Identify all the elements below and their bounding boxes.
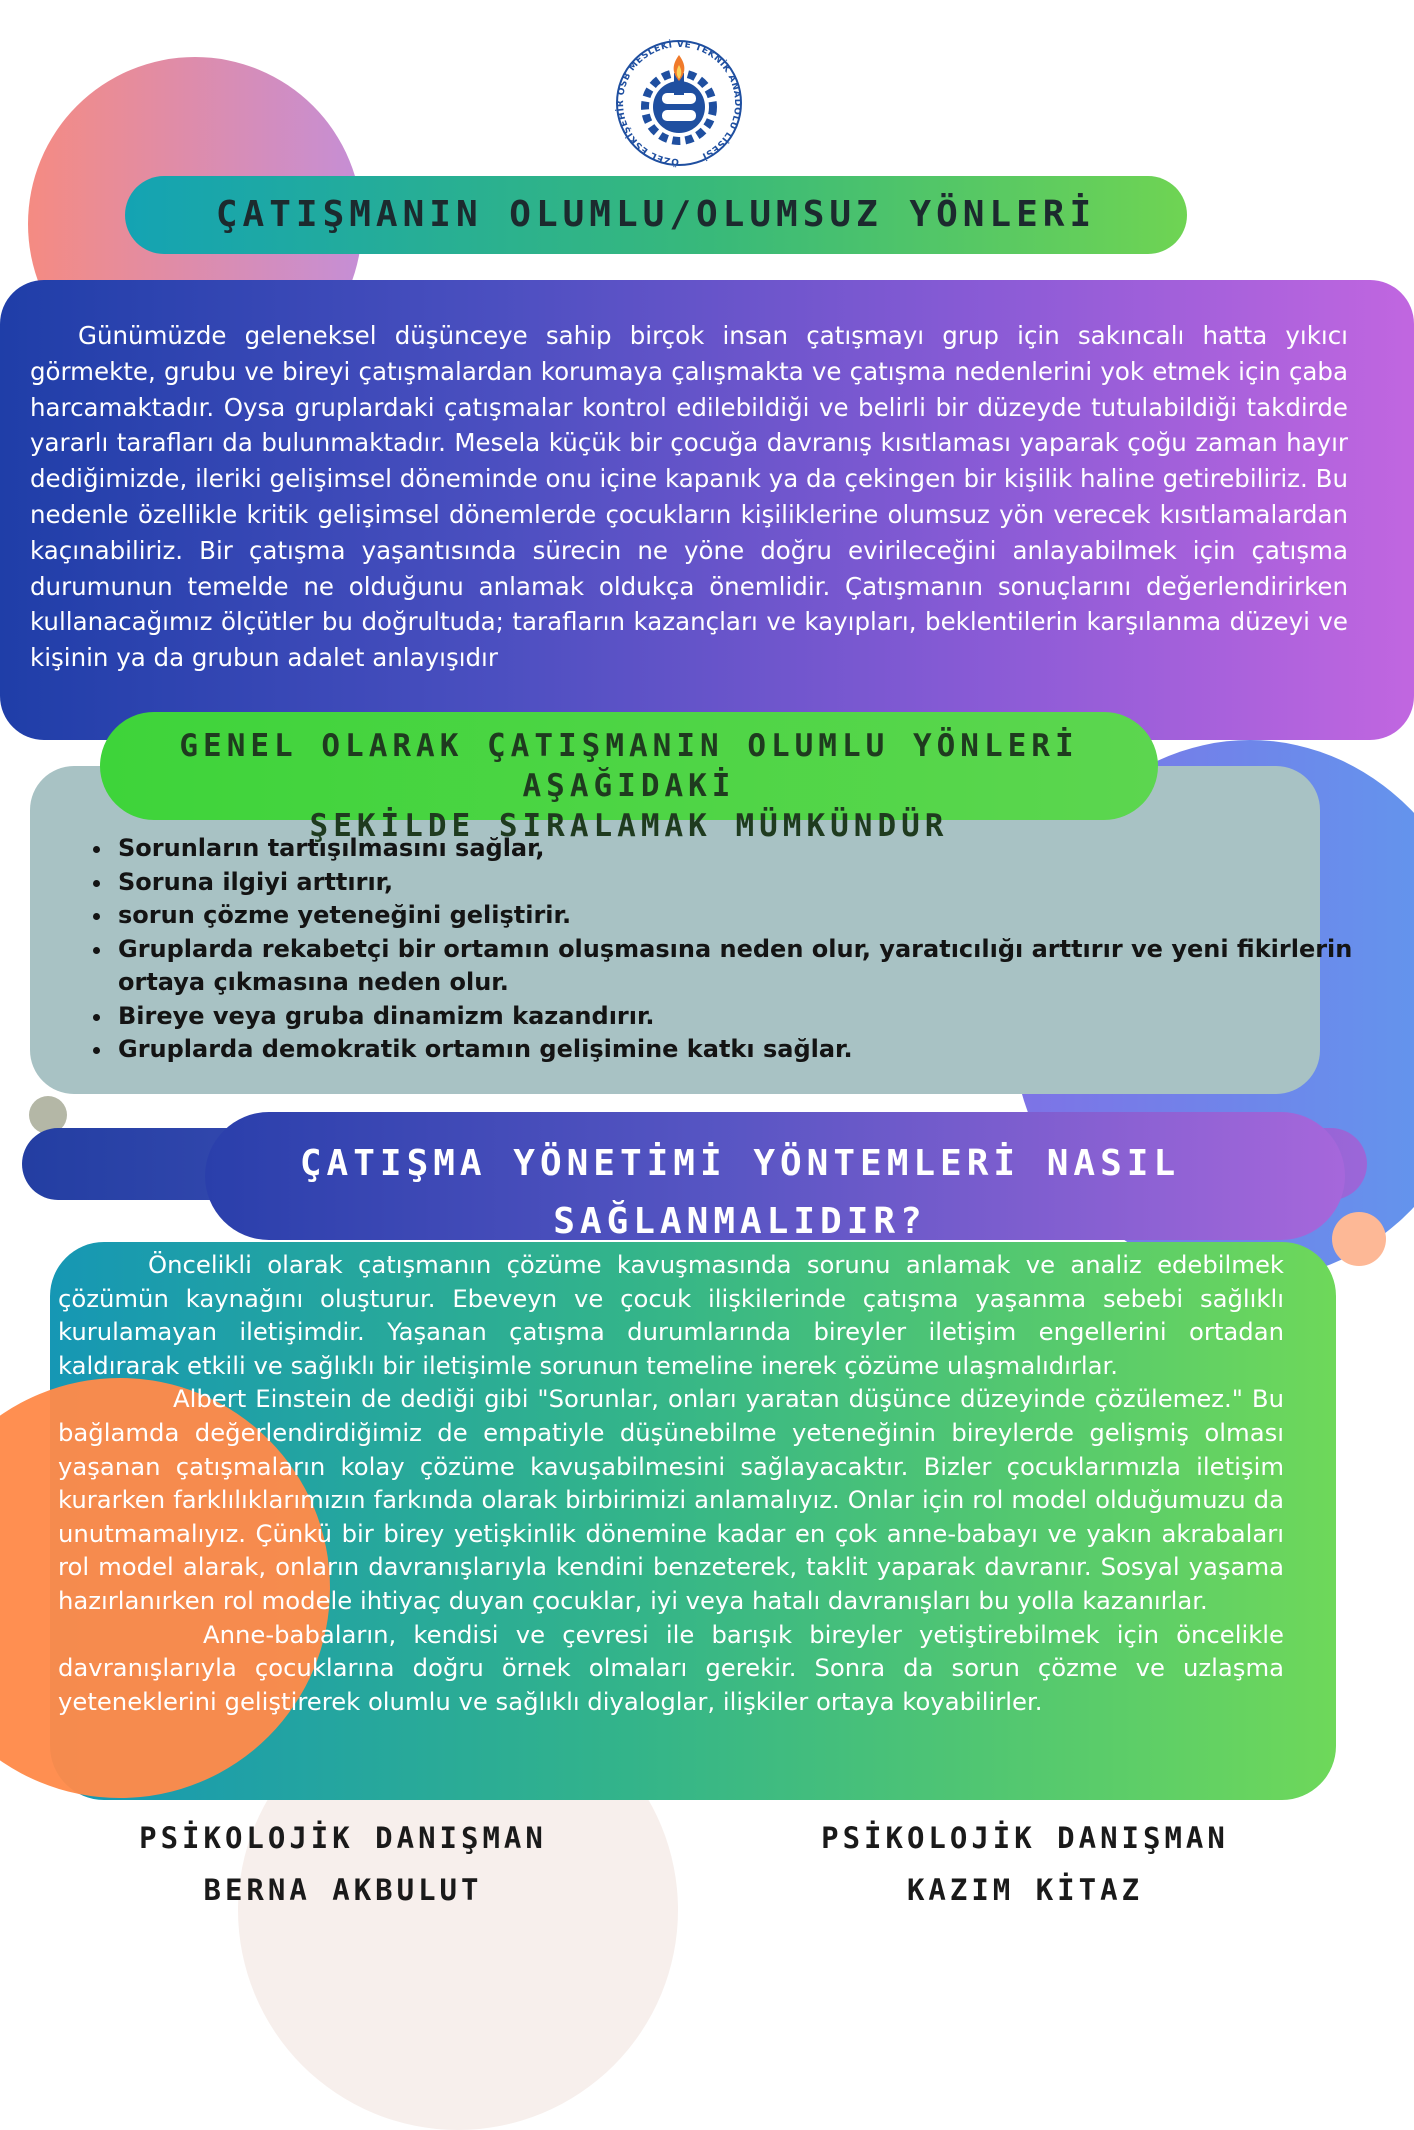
page-title: ÇATIŞMANIN OLUMLU/OLUMSUZ YÖNLERİ: [215, 194, 1097, 235]
positives-heading: [100, 726, 1158, 846]
svg-text:ÖZEL ESKİŞEHİR OSB MESLEKİ VE: ÖZEL ESKİŞEHİR OSB MESLEKİ VE TEKNİK ANADOLU LİSESİ: [616, 39, 743, 167]
methods-paragraph: Anne-babaların, kendisi ve çevresi ile barışık bireyler yetiştirebilmek için öncelikle davranışlarıyla çocuklarına doğru örnek olmaları gerekir. Sonra da sorun çözme ve uzlaşma yeteneklerini geliştirerek olumlu ve sağlıklı diyaloglar, ilişkiler ortaya koyabilirler.: [58, 1619, 1284, 1716]
list-item: • Gruplarda demokratik ortamın gelişimine katkı sağlar.: [114, 1033, 1354, 1067]
signature-left: [118, 1812, 568, 1916]
school-logo: [612, 25, 746, 175]
intro-paragraph: Günümüzde geleneksel düşünceye sahip birçok insan çatışmayı grup için sakıncalı hatta yıkıcı görmekte, grubu ve bireyi çatışmalardan korumaya çalışmakta ve çatışma nedenlerini yok etmek için çaba harcamaktadır. Oysa gruplardaki çatışmalar kontrol edilebildiği ve belirli bir düzeyde tutulabildiği takdirde yararlı tarafları da bulunmaktadır. Mesela küçük bir çocuğa davranış kısıtlaması yaparak çoğu zaman hayır dediğimizde, ileriki gelişimsel döneminde onu içine kapanık ya da çekingen bir kişilik haline getirebiliriz. Bu nedenle özellikle kritik gelişimsel dönemlerde çocukların kişiliklerine olumsuz yön verecek kısıtlamalardan kaçınabiliriz. Bir çatışma yaşantısında sürecin ne yöne doğru evirileceğini anlayabilmek için çatışma durumunun temelde ne olduğunu anlamak oldukça önemlidir. Çatışmanın sonuçlarını değerlendirirken kullanacağımız ölçütler bu doğrultuda; tarafların kazançları ve kayıpları, beklentilerin karşılanma düzeyi ve kişinin ya da grubun adalet anlayışıdır: [30, 321, 1348, 673]
methods-paragraph: Albert Einstein de dediği gibi "Sorunlar, onları yaratan düşünce düzeyinde çözülemez." Bu bağlamda değerlendirdiğimiz de empatiyle düşünebilme yeteneğinin bireylerde gelişmiş olması yaşanan çatışmaların kolay çözüme kavuşabilmesini sağlayacaktır. Bizler çocuklarımızla iletişim kurarken farklılıklarımızın farkında olarak birbirimizi anlamalıyız. Onlar için rol model olduğumuzu da unutmamalıyız. Çünkü bir birey yetişkinlik dönemine kadar en çok anne-babayı ve yakın akrabaları rol model alarak, onların davranışlarıyla kendini benzeterek, taklit yaparak davranır. Sosyal yaşama hazırlanırken rol modele ihtiyaç duyan çocuklar, iyi veya hatalı davranışları bu yolla kazanırlar.: [58, 1384, 1284, 1615]
signature-right: [800, 1812, 1250, 1916]
methods-paragraph: Öncelikli olarak çatışmanın çözüme kavuşmasında sorunu anlamak ve analiz edebilmek çözümün kaynağını oluşturur. Ebeveyn ve çocuk ilişkilerinde çatışma yaşanma sebebi sağlıklı kurulamayan iletişimdir. Yaşanan çatışma durumlarında bireyler iletişim engellerini ortadan kaldırarak etkili ve sağlıklı bir iletişimle sorunun temeline inerek çözüme ulaşmalıdırlar.: [58, 1250, 1284, 1380]
signature-role: PSİKOLOJİK DANIŞMAN: [821, 1821, 1229, 1855]
signature-role: PSİKOLOJİK DANIŞMAN: [139, 1821, 547, 1855]
list-item: • sorun çözme yeteneğini geliştirir.: [114, 899, 1354, 933]
positives-list: [66, 832, 1354, 1067]
list-item: • Bireye veya gruba dinamizm kazandırır.: [114, 1000, 1354, 1034]
methods-heading: ÇATIŞMA YÖNETİMİ YÖNTEMLERİ NASIL SAĞLANMALIDIR?: [299, 1143, 1181, 1242]
list-item: • Soruna ilgiyi arttırır,: [114, 866, 1354, 900]
positives-heading-line1: GENEL OLARAK ÇATIŞMANIN OLUMLU YÖNLERİ AŞAĞIDAKİ: [179, 728, 1079, 804]
list-item: • Sorunların tartışılmasını sağlar,: [114, 832, 1354, 866]
signature-name: KAZIM KİTAZ: [906, 1873, 1144, 1907]
methods-body: [58, 1248, 1284, 1718]
decor-peach-dot: [1332, 1212, 1386, 1266]
list-item: • Gruplarda rekabetçi bir ortamın oluşmasına neden olur, yaratıcılığı arttırır ve yeni fikirlerin ortaya çıkmasına neden olur.: [114, 933, 1354, 1000]
signature-name: BERNA AKBULUT: [203, 1873, 483, 1907]
positives-heading-line2: ŞEKİLDE SIRALAMAK MÜMKÜNDÜR: [309, 808, 949, 844]
